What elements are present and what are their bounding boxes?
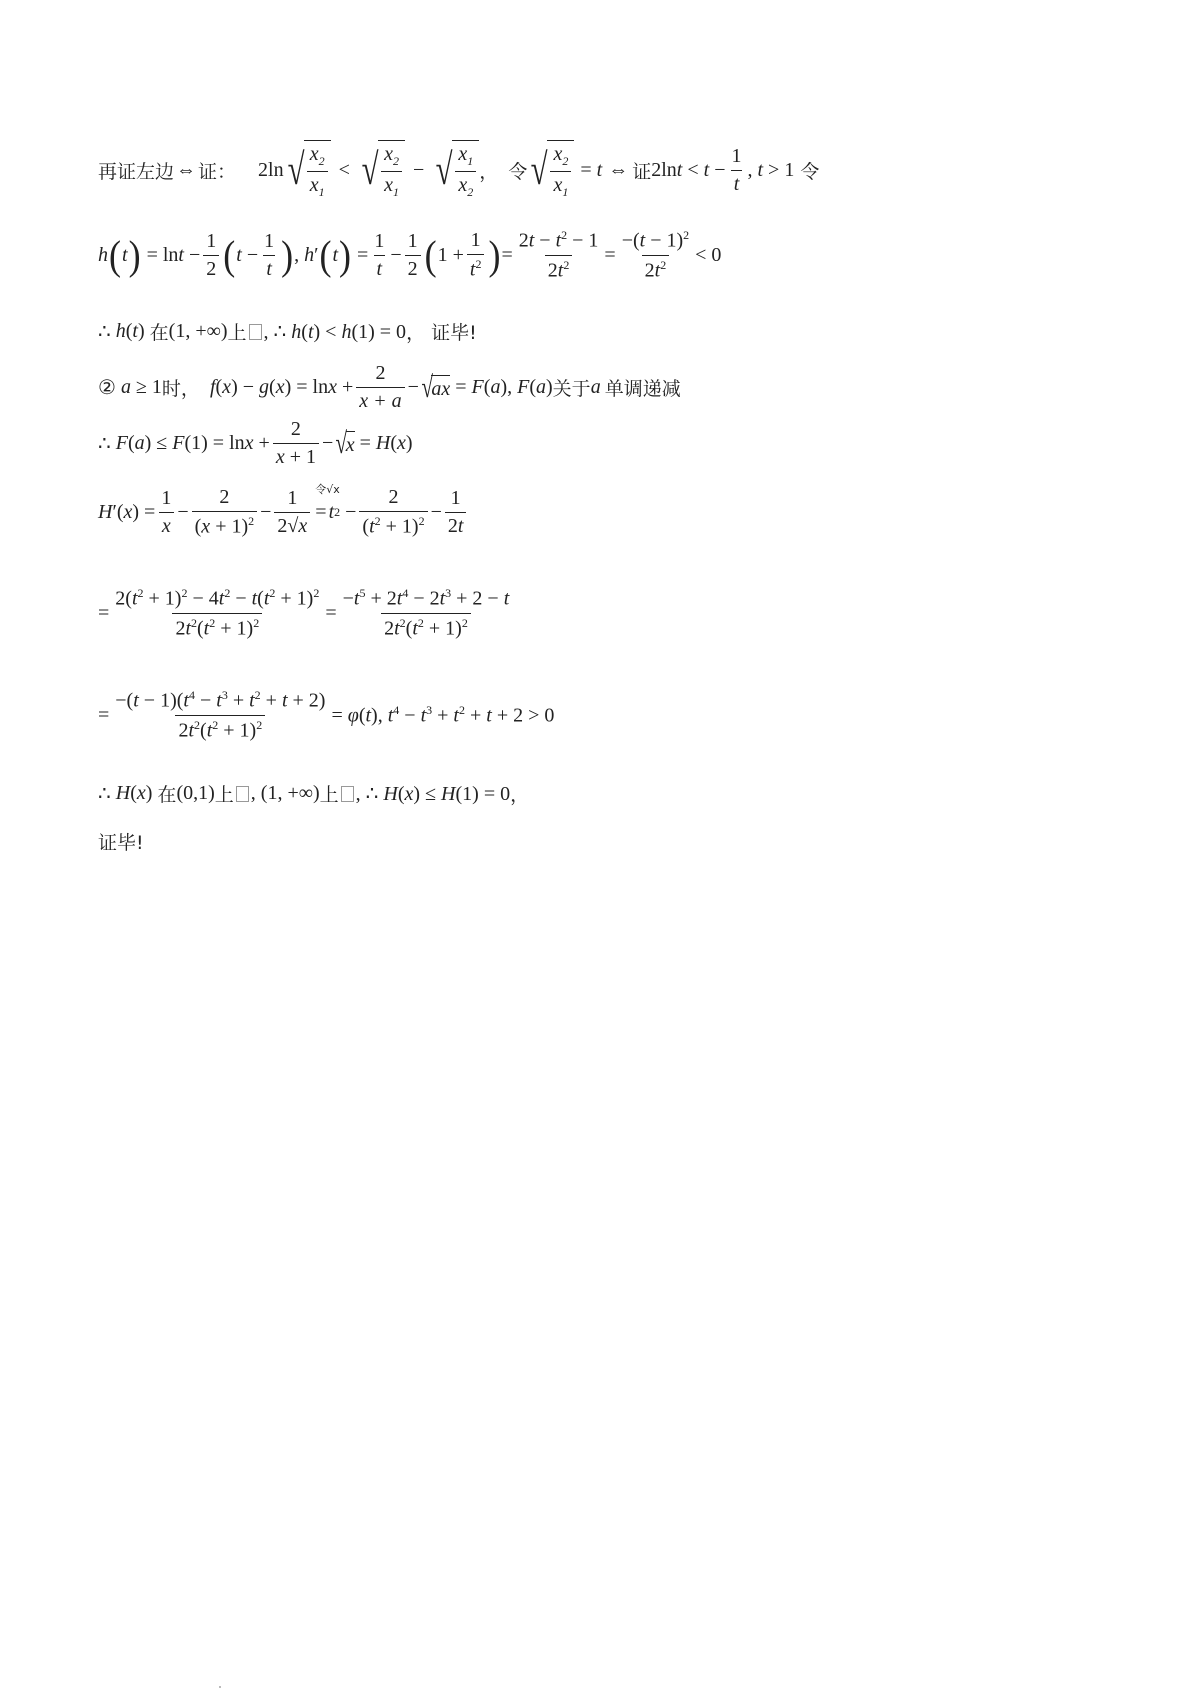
missing-glyph-1	[249, 324, 262, 340]
zai-text-2: 在	[157, 784, 177, 806]
zai-text-1: 在	[149, 322, 169, 344]
missing-glyph-3	[341, 786, 354, 802]
line-2: h ( t ) = lnt − $\frac{1}{2}$ ( t − $\frac{1}{t}$ ) , h′ ( t ) = $\frac{1}{t}$ − $\frac{1}{2}$ ( 1 + $\frac{1}{t^2}$ ) = $\frac{2t - t^2 - 1}{2t^2}$ = $\frac{-(t - 1)^2}{2t^2}$ < 0	[98, 228, 722, 282]
ling-text-1: 令	[508, 160, 528, 183]
zaizheng-text: 再证左边	[98, 160, 175, 183]
zheng-text: 证	[632, 160, 652, 183]
line-4: ② a ≥ 1 时， f(x) − g(x) = lnx + $\frac{2}{x + a}$ − √ ax = F(a), F(a) 关于 a 单调递减	[98, 362, 681, 412]
circled-two: ②	[98, 377, 116, 399]
therefore-symbol-3: ∴	[98, 783, 111, 805]
therefore-symbol-2: ∴	[98, 433, 111, 455]
missing-glyph-2	[236, 786, 249, 802]
line-9: ∴ H(x) 在 (0,1) 上 , (1, +∞) 上 , ∴ H(x) ≤ H(1) = 0 ，	[98, 782, 530, 806]
line-7: = $\frac{2(t^2 + 1)^2 - 4t^2 - t(t^2 + 1)^2}{2t^2(t^2 + 1)^2}$ = $\frac{-t^5 + 2t^4 - 2t^3 + 2 - t}{2t^2(t^2 + 1)^2}$	[98, 586, 510, 640]
ling-sqrt-label: 令√x	[315, 482, 340, 496]
zhengbi-text-2: 证毕!	[98, 832, 144, 854]
shang-text-3: 上	[319, 784, 339, 806]
line-3: ∴ h(t) 在 (1, +∞) 上 , ∴ h(t) < h(1) = 0 ， 证毕!	[98, 320, 477, 344]
dandiao-text: 单调递减	[604, 378, 681, 400]
line-5: ∴ F(a) ≤ F(1) = lnx + $\frac{2}{x + 1}$ − √ x = H(x)	[98, 418, 413, 468]
guanyu-text: 关于	[552, 378, 591, 400]
shang-text-1: 上	[227, 322, 247, 344]
line-8: = $\frac{-(t - 1)(t^4 - t^3 + t^2 + t + 2)}{2t^2(t^2 + 1)^2}$ = φ(t), $t^4 - t^3 + t^2 + t + 2 > 0$	[98, 688, 555, 742]
shi-text: 时，	[161, 378, 200, 400]
line-1: 再证左边 ⇔ 证： 2ln √ $\frac{x_2}{x_1}$ < √ $\frac{x_2}{x_1}$ − √ $\frac{x_1}{x_2}$ ， 令 √ $\frac{x_2}{x_1}$ = t ⇔ 证 2lnt < t − $\frac{1}{t}$ , t > 1 令	[98, 140, 819, 200]
ling-text-2: 令	[800, 160, 820, 183]
line-6: H ′(x) = $\frac{1}{x}$ − $\frac{2}{(x + 1)^2}$ − $\frac{1}{2√x}$ 令√x = t 2 − $\frac{2}{(t^2 + 1)^2}$ − $\frac{1}{2t}$	[98, 486, 469, 539]
shang-text-2: 上	[214, 784, 234, 806]
comma-3: ，	[406, 322, 426, 344]
line-10	[98, 828, 144, 855]
comma-1: ，	[479, 160, 499, 183]
comma-9: ，	[510, 784, 530, 806]
zhengbi-text-1: 证毕!	[431, 322, 477, 344]
page-dot	[219, 1686, 221, 1688]
equiv-symbol-2: ⇔	[608, 158, 629, 181]
equiv-symbol: ⇔	[176, 158, 197, 181]
therefore-symbol-1: ∴	[98, 321, 111, 343]
zheng-colon-text: 证：	[198, 160, 237, 183]
